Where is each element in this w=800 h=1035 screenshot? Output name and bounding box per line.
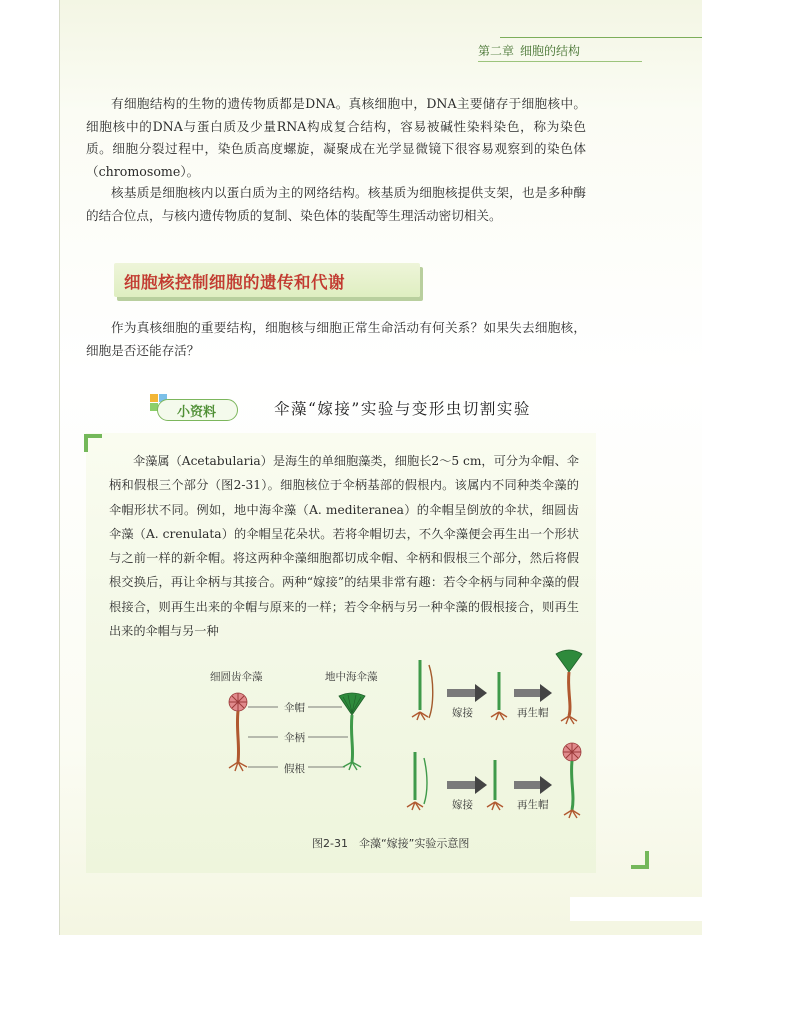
leader-lines [248, 707, 348, 767]
label-stalk: 伞柄 [284, 732, 305, 744]
label-species-right: 地中海伞藻 [325, 671, 378, 683]
white-patch [570, 897, 702, 921]
arrow-right-icon [540, 776, 552, 794]
section-heading-text: 细胞核控制细胞的遗传和代谢 [124, 273, 345, 292]
crenulata-alga-icon [229, 693, 247, 771]
label-species-left: 细圆齿伞藻 [210, 671, 263, 683]
label-graft-bottom: 嫁接 [452, 799, 473, 811]
figure-caption: 图2-31 伞藻“嫁接”实验示意图 [312, 837, 470, 850]
paragraph-nuclear-matrix: 核基质是细胞核内以蛋白质为主的网络结构。核基质为细胞核提供支架，也是多种酶的结合位点，与核内遗传物质的复制、染色体的装配等生理活动密切相关。 [86, 185, 586, 223]
label-regrow-bottom: 再生帽 [517, 799, 549, 811]
mediterranea-alga-icon [339, 693, 365, 770]
chapter-label: 第二章 [478, 43, 515, 58]
info-body: 伞藻属（Acetabularia）是海生的单细胞藻类，细胞长2～5 cm，可分为伞帽、伞柄和假根三个部分（图2-31）。细胞核位于伞柄基部的假根内。该属内不同种类伞藻的伞帽形状不同。例如，地中海伞藻（A. mediteranea）的伞帽呈倒放的伞状，细圆齿伞藻（A. crenulata）的伞帽呈花朵状。若将伞帽切去，不久伞藻便会再生出一个形状与之前一样的新伞帽。将这两种伞藻细胞都切成伞帽、伞柄和假根三个部分，然后将假根交换后，再让伞柄与其接合。两种“嫁接”的结果非常有趣：若令伞柄与同种伞藻的假根接合，则再生出来的伞帽与原来的一样；若令伞柄与另一种伞藻的假根接合，则再生出来的伞帽与另一种 [109, 454, 579, 639]
label-graft-top: 嫁接 [452, 707, 473, 719]
arrow-right-icon [540, 684, 552, 702]
paragraph-section-intro: 作为真核细胞的重要结构，细胞核与细胞正常生命活动有何关系？如果失去细胞核，细胞是否还能存活？ [86, 320, 586, 358]
graft-bottom-row [407, 743, 581, 818]
chapter-title: 细胞的结构 [520, 43, 581, 58]
paragraph-dna: 有细胞结构的生物的遗传物质都是DNA。真核细胞中，DNA主要储存于细胞核中。细胞核中的DNA与蛋白质及少量RNA构成复合结构，容易被碱性染料染色，称为染色质。细胞分裂过程中，染色质高度螺旋，凝聚成在光学显微镜下很容易观察到的染色体（chromosome）。 [86, 96, 586, 179]
label-cap: 伞帽 [284, 702, 305, 714]
label-regrow-top: 再生帽 [517, 707, 549, 719]
badge-label: 小资料 [177, 405, 217, 420]
graft-top-row [412, 650, 582, 724]
arrow-right-icon [475, 684, 487, 702]
arrow-right-icon [475, 776, 487, 794]
info-title: 伞藻“嫁接”实验与变形虫切割实验 [274, 400, 531, 418]
label-rhizoid: 假根 [284, 763, 305, 775]
